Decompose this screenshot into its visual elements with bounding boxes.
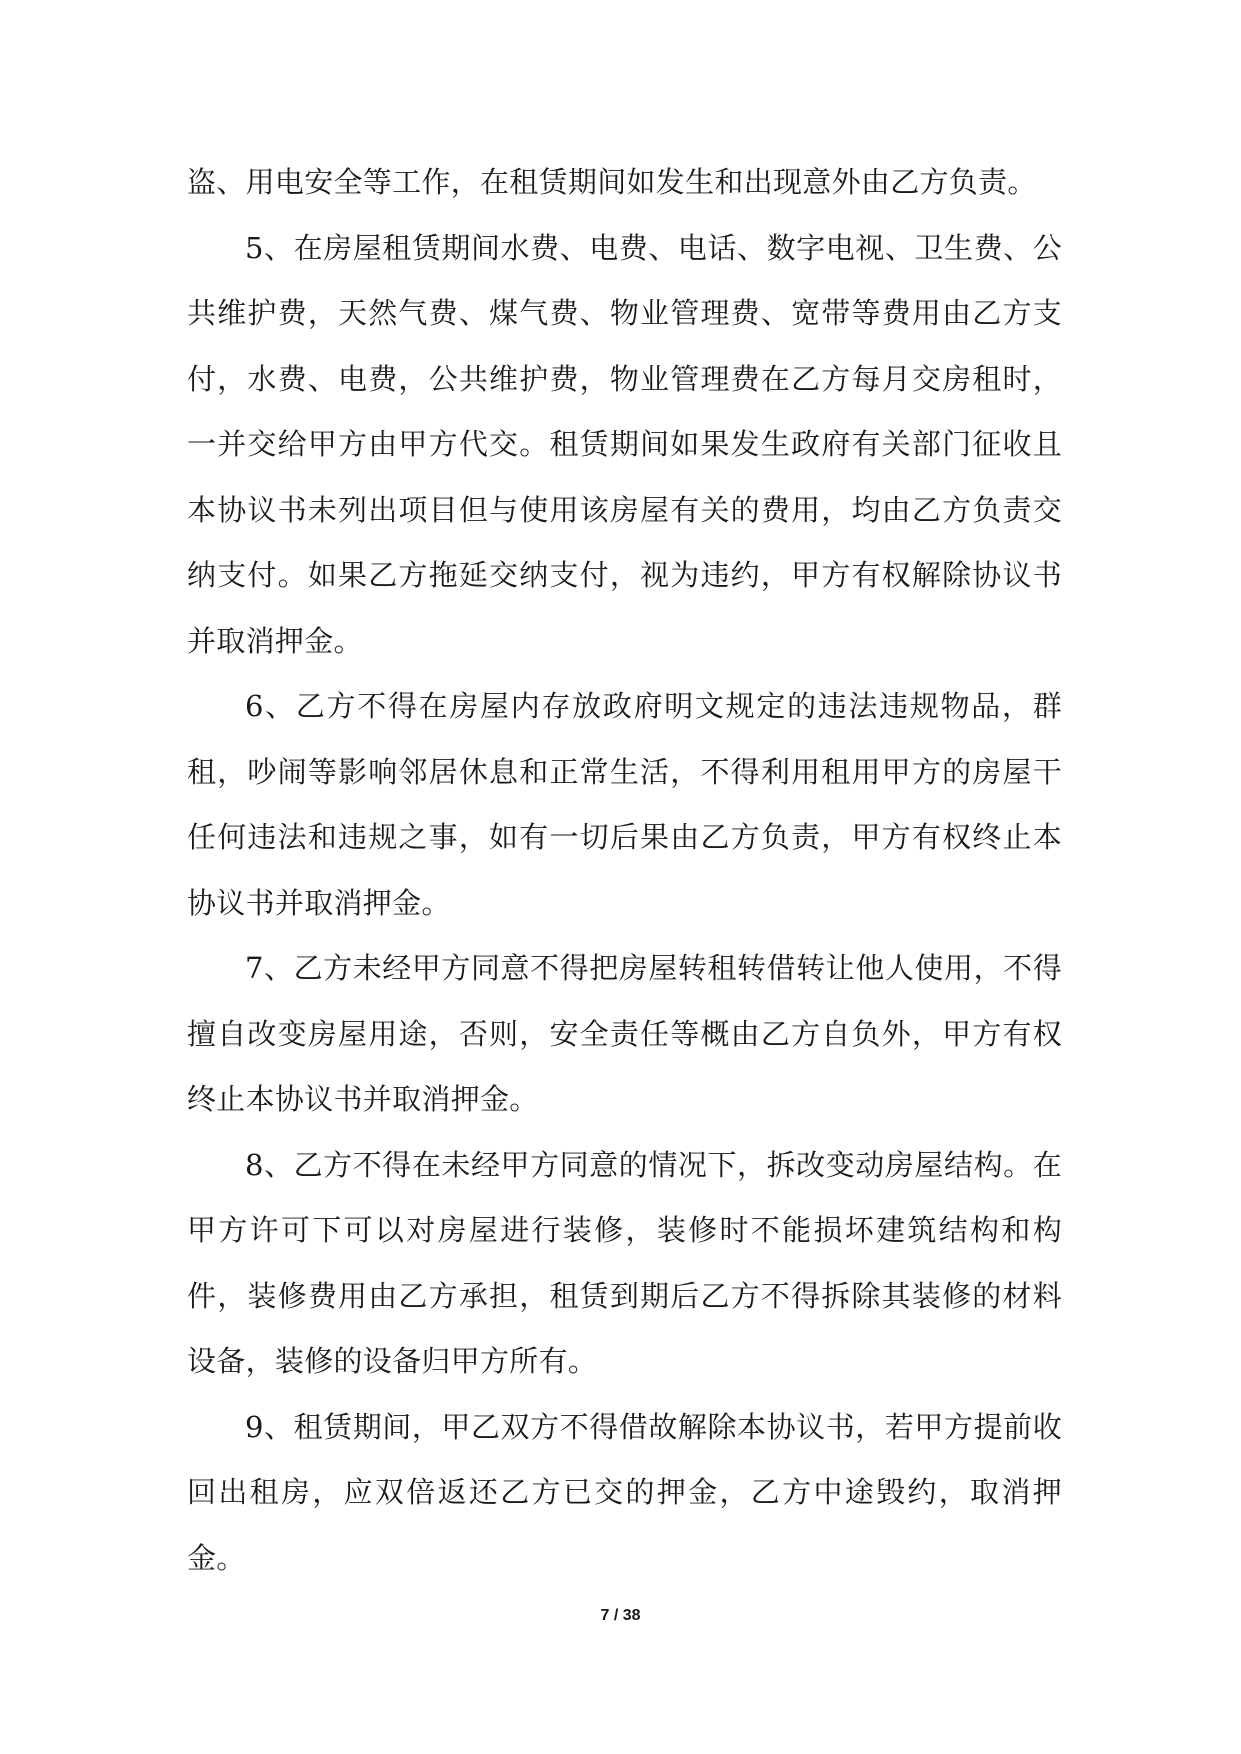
paragraph-continuation: 盗、用电安全等工作，在租赁期间如发生和出现意外由乙方负责。: [187, 165, 1037, 199]
paragraph-clause-6: 6、乙方不得在房屋内存放政府明文规定的违法违规物品，群租，吵闹等影响邻居休息和正常生活，不得利用租用甲方的房屋干任何违法和违规之事，如有一切后果由乙方负责，甲方有权终止本协议书并取消押金。: [187, 689, 1062, 920]
document-body: [187, 150, 1062, 1591]
page-number: 7 / 38: [600, 1607, 641, 1624]
paragraph-clause-8: 8、乙方不得在未经甲方同意的情况下，拆改变动房屋结构。在甲方许可下可以对房屋进行装修，装修时不能损坏建筑结构和构件，装修费用由乙方承担，租赁到期后乙方不得拆除其装修的材料设备，装修的设备归甲方所有。: [187, 1147, 1062, 1378]
paragraph-clause-7: 7、乙方未经甲方同意不得把房屋转租转借转让他人使用，不得擅自改变房屋用途，否则，安全责任等概由乙方自负外，甲方有权终止本协议书并取消押金。: [187, 951, 1062, 1116]
paragraph-clause-5: 5、在房屋租赁期间水费、电费、电话、数字电视、卫生费、公共维护费，天然气费、煤气费、物业管理费、宽带等费用由乙方支付，水费、电费，公共维护费，物业管理费在乙方每月交房租时，一并交给甲方由甲方代交。租赁期间如果发生政府有关部门征收且本协议书未列出项目但与使用该房屋有关的费用，均由乙方负责交纳支付。如果乙方拖延交纳支付，视为违约，甲方有权解除协议书并取消押金。: [187, 230, 1062, 658]
paragraph-clause-9: 9、租赁期间，甲乙双方不得借故解除本协议书，若甲方提前收回出租房，应双倍返还乙方已交的押金，乙方中途毁约，取消押金。: [187, 1409, 1062, 1575]
